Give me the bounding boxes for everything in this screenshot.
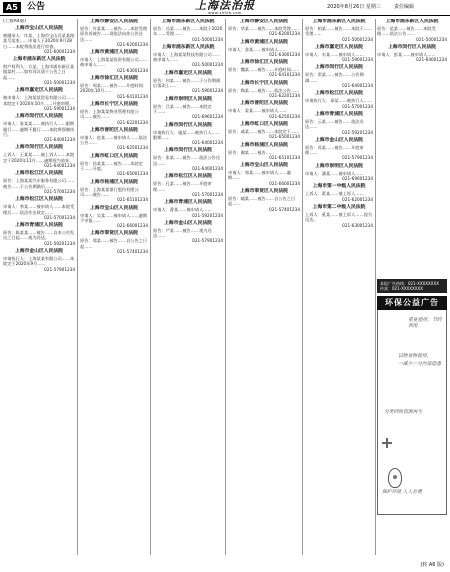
notice-body: 原告：云某……被告……依法送达…… (305, 118, 364, 130)
ad-hotline-box (377, 279, 447, 293)
notice-item (305, 184, 373, 202)
notice-body: 原告：孙某某……被告……本院定于……开庭。 (80, 160, 143, 172)
notice-body: 原告：上海某某汽车服务有限公司……被告……于公告期满后…… (3, 178, 75, 189)
notice-item (153, 97, 223, 120)
notice-body: 申请人：姜某……被申请人…… (228, 108, 287, 114)
column-divider (302, 19, 303, 555)
notice-contact: 021-50001234 (192, 62, 223, 68)
notice-court: 上海市金山区人民法院 (315, 137, 363, 143)
notice-contact: 021-57001234 (342, 103, 373, 109)
notice-body: 上诉人：奚某……被上诉人……视为送达。 (305, 211, 373, 223)
notice-contact: 021-59001234 (44, 105, 75, 111)
notice-contact: 021-62201234 (117, 119, 148, 125)
notice-body: 申请人：邹某……被申请人……逾期…… (228, 170, 291, 181)
notice-item (153, 148, 223, 171)
notice-item (3, 197, 75, 220)
notice-item (3, 145, 75, 168)
notice-court: 上海市金山区人民法院 (164, 220, 212, 226)
psa-line: 以物易物使用， (398, 354, 432, 359)
notice-item (3, 223, 75, 246)
masthead-url: www.shfzb.com (208, 11, 242, 15)
notice-court: 上海市长宁区人民法院 (240, 80, 288, 86)
sidebar-column (377, 19, 447, 555)
notice-body: 申请人：金某……被申请人…… (228, 46, 287, 52)
notice-contact: 021-64101234 (117, 93, 148, 99)
notice-body: 申请执行人：章某……被执行人…… (305, 98, 373, 104)
notice-court: 上海市闵行区人民法院 (164, 148, 212, 154)
notice-court: 上海市黄浦区人民法院 (240, 39, 288, 45)
notice-contact: 021-63001234 (269, 51, 300, 57)
page-note: 责任编辑 (394, 4, 415, 10)
notice-column-2 (80, 19, 148, 555)
notice-item (228, 19, 300, 37)
notice-body: 申请人：上海某某投资有限公司……被申请人…… (80, 57, 148, 68)
notice-court: 上海市松江区人民法院 (164, 174, 212, 180)
notice-court: 上海市浦东新区人民法院 (312, 19, 366, 24)
notice-item (153, 45, 223, 68)
notice-item (305, 45, 373, 63)
notice-contact: 021-62501234 (117, 145, 148, 151)
notice-body: 原告：陶某……被告……依法公告…… (228, 87, 300, 93)
notice-item (80, 231, 148, 254)
issue-date: 2020年8月26日 星期三 (327, 4, 381, 10)
notice-contact: 021-65101234 (269, 154, 300, 160)
notice-contact: 021-64001234 (192, 166, 223, 172)
notice-body: 上诉人：葛某……被上诉人…… (305, 191, 364, 197)
notice-court: 上海市第一中级人民法院 (312, 184, 366, 190)
notice-item (80, 102, 148, 125)
notice-contact: 021-57001234 (44, 214, 75, 220)
notice-contact: 021-62201234 (269, 93, 300, 99)
psa-footer: 保护环境 人人有责 (382, 490, 422, 495)
notice-court: 上海市长宁区人民法院 (90, 101, 138, 107)
notice-court: 上海市闵行区人民法院 (388, 44, 436, 50)
notice-body: 原告：苏某……被告……开庭审理…… (305, 144, 364, 156)
notice-court: 上海市宝山区人民法院 (15, 26, 63, 31)
notice-court: 上海市浦东新区人民法院 (12, 57, 66, 63)
notice-contact: 021-57901234 (342, 155, 373, 161)
continued-label: (转 A6 版) (420, 562, 444, 568)
notice-item (153, 123, 223, 146)
psa-line: 分类回收资源再生 (384, 410, 423, 415)
notice-item (228, 163, 300, 186)
notice-item (80, 206, 148, 229)
notice-contact: 021-64001234 (192, 140, 223, 146)
notice-contact: 021-66001234 (269, 180, 300, 186)
notice-court: 上海市浦东新区人民法院 (161, 19, 215, 24)
notice-body: 原告：张某……被告……依法公告送达…… (153, 155, 221, 166)
notice-column-4 (228, 19, 300, 555)
notice-court: 上海市嘉定区人民法院 (315, 44, 363, 50)
notice-body: 申请执行人：上海某某有限公司……本院定于2020年9月…… (3, 256, 75, 267)
notice-item (228, 40, 300, 58)
notice-contact: 021-64001234 (416, 57, 447, 63)
notice-item (228, 122, 300, 140)
notice-column-3 (153, 19, 223, 555)
notice-body: 申请人：潘某……被申请人…… (305, 170, 364, 176)
notice-item (80, 128, 148, 151)
recycle-cross-icon (382, 438, 392, 448)
notice-body: 原告：何某……被告……于公告期满后第3日…… (153, 77, 221, 89)
psa-line: 一减少一分污染隐患 (398, 362, 442, 367)
notice-item (305, 164, 373, 182)
column-divider (225, 19, 226, 555)
notice-contact: 021-65001234 (269, 134, 300, 140)
notice-body: 原告：许某某……被告……本院受理原告诉被告……现依法向你公告送达…… (80, 26, 148, 42)
notice-contact: 021-50001234 (44, 80, 75, 86)
notice-item (377, 19, 447, 42)
notice-contact: 021-63001234 (342, 222, 373, 228)
notice-court: 上海市徐汇区人民法院 (240, 60, 288, 66)
page-header (0, 0, 450, 16)
notice-contact: 021-66001234 (117, 223, 148, 229)
notice-contact: 021-57901234 (192, 238, 223, 244)
notice-court: 上海市静安区人民法院 (90, 19, 138, 24)
notice-contact: 021-64001234 (44, 137, 75, 143)
notice-item (153, 200, 223, 218)
notice-contact: 021-60001234 (44, 48, 75, 54)
notice-court: 上海市松江区人民法院 (15, 197, 63, 203)
notice-body: 申请人：张某某……被执行人……限期履行……逾期不履行……本院将强制执行。 (3, 121, 75, 137)
notice-contact: 021-57401234 (269, 206, 300, 212)
notice-body: 原告：上海某某物业管理有限公司……被告…… (80, 108, 139, 120)
notice-contact: 021-62001234 (342, 196, 373, 202)
ad-hotline-text: 本报广告热线：021-XXXXXXXX 传真：021-XXXXXXXX (380, 281, 439, 291)
notice-item (305, 205, 373, 228)
notice-body: 原告：吕某……被告……本院定于…… (153, 103, 212, 114)
notice-court: 上海市奉贤区人民法院 (90, 231, 138, 237)
notice-court: 上海市宝山区人民法院 (90, 205, 138, 211)
notice-item (3, 26, 75, 54)
notice-column-1 (3, 19, 75, 555)
notice-item (305, 112, 373, 135)
notice-body: 原告：严某……被告……视为送达…… (153, 227, 212, 239)
notice-contact: 021-65001234 (117, 171, 148, 177)
notice-court: 上海市青浦区人民法院 (15, 223, 63, 229)
notice-item (377, 45, 447, 63)
notice-item (228, 143, 300, 161)
notice-body: 原告：周某……被告……开庭时间：2020年10月…… (80, 83, 148, 94)
sidebar-notices (377, 19, 447, 277)
notice-column-5 (305, 19, 373, 555)
notice-item (228, 101, 300, 119)
psa-line: 重复使用，节约利用 (408, 318, 442, 329)
notice-contact: 021-50001234 (192, 36, 223, 42)
notice-contact: 021-57901234 (44, 266, 75, 272)
notice-court: 上海市闵行区人民法院 (315, 65, 363, 71)
notice-item (305, 65, 373, 88)
notice-item (153, 71, 223, 94)
notice-body: 申请执行人：施某……被执行人……限期…… (153, 129, 221, 140)
notice-item (153, 174, 223, 197)
notice-body: 申请人：吴某……被申请人……逾期不申报…… (80, 212, 148, 223)
notice-item (228, 81, 300, 99)
notice-body: 原告：窦某……被告……公告期满…… (305, 72, 364, 83)
column-divider (77, 19, 78, 555)
notice-court: 上海市崇明区人民法院 (164, 96, 212, 102)
notice-court: 上海市杨浦区人民法院 (90, 179, 138, 185)
continued-from-label: (上接A4版) (3, 19, 26, 24)
notice-item (3, 57, 75, 85)
notice-body: 原告：柏某……被告……本院于……受理…… (305, 26, 373, 37)
notice-contact: 021-59001234 (192, 88, 223, 94)
notice-court: 上海市普陀区人民法院 (240, 101, 288, 107)
notice-court: 上海市松江区人民法院 (315, 91, 363, 97)
notice-item (228, 189, 300, 212)
notice-court: 上海市虹口区人民法院 (240, 121, 288, 127)
notice-court: 上海市浦东新区人民法院 (385, 19, 439, 24)
notice-item (80, 180, 148, 203)
notice-contact: 021-62001234 (117, 41, 148, 47)
notice-court: 上海市闵行区人民法院 (15, 145, 63, 151)
notice-court: 上海市宝山区人民法院 (240, 163, 288, 169)
notice-contact: 021-63001234 (117, 67, 148, 73)
notice-contact: 021-64001234 (44, 163, 75, 169)
notice-contact: 021-50001234 (416, 36, 447, 42)
notice-court: 上海市崇明区人民法院 (315, 163, 363, 169)
notice-contact: 021-69601234 (342, 176, 373, 182)
notice-body: 原告：冯某……被告……本院于2020年……受理…… (153, 26, 223, 37)
notice-item (80, 154, 148, 177)
notice-item (3, 114, 75, 142)
notice-contact: 021-69601234 (192, 114, 223, 120)
column-divider (375, 19, 376, 555)
notice-item (80, 19, 148, 47)
notice-item (80, 76, 148, 99)
notice-body: 原告：孔某……被告……开庭审理…… (153, 181, 212, 192)
notice-item (305, 19, 373, 42)
notice-body: 被继承人：许某，上海市宝山区某某路某号某室……申请人于2020年9月28日……本院将依法进行审查。 (3, 33, 75, 49)
notice-court: 上海市闵行区人民法院 (164, 122, 212, 128)
notice-body: 上诉人：王某某……被上诉人……本院定于2020年11月……逾期视为放弃。 (3, 152, 75, 163)
notice-court: 上海市松江区人民法院 (15, 171, 63, 177)
notice-body: 原告：上海某某银行股份有限公司……被告…… (80, 186, 139, 197)
notice-contact: 021-50001234 (342, 36, 373, 42)
notice-court: 上海市静安区人民法院 (240, 19, 288, 24)
notice-court: 上海市奉贤区人民法院 (240, 189, 288, 195)
psa-title: 环保公益广告 (377, 296, 447, 310)
notice-court: 上海市普陀区人民法院 (90, 127, 138, 133)
notice-court: 上海市徐汇区人民法院 (90, 76, 138, 82)
notice-court: 上海市嘉定区人民法院 (15, 88, 63, 94)
notice-body: 申请人：水某……被申请人…… (305, 51, 364, 57)
page-footer (0, 559, 450, 571)
notice-item (3, 249, 75, 272)
masthead (170, 0, 280, 15)
notice-contact: 021-59201234 (192, 212, 223, 218)
notice-body: 原告：喻某……被告……自公告之日起…… (228, 196, 296, 207)
section-title: 公告 (27, 2, 46, 12)
notice-contact: 021-62001234 (269, 31, 300, 37)
notice-court: 上海市杨浦区人民法院 (240, 142, 288, 148)
notice-item (3, 171, 75, 194)
notice-item (305, 138, 373, 161)
notice-contact: 021-65101234 (117, 197, 148, 203)
notice-contact: 021-64101234 (269, 72, 300, 78)
notice-item (3, 88, 75, 111)
notice-body: 申请人：曹某……被申请人…… (153, 207, 212, 213)
notice-court: 上海市青浦区人民法院 (164, 200, 212, 206)
notice-court: 上海市虹口区人民法院 (90, 153, 138, 159)
notice-contact: 021-59201234 (342, 129, 373, 135)
notice-contact: 021-64001234 (342, 83, 373, 89)
notice-item (80, 50, 148, 73)
notice-body: 原告：郑某……被告……自公告之日起…… (80, 238, 148, 249)
notice-contact: 021-57001234 (192, 191, 223, 197)
notice-item (153, 19, 223, 42)
notice-body: 原告：谢某……被告…… (228, 149, 275, 155)
notice-contact: 021-59201234 (44, 240, 75, 246)
notice-court: 上海市浦东新区人民法院 (161, 44, 215, 50)
notice-contact: 021-57401234 (117, 249, 148, 255)
notice-item (228, 60, 300, 78)
notice-body: 原告：华某……被告……本院受理…… (228, 26, 300, 31)
notice-court: 上海市闵行区人民法院 (15, 114, 63, 120)
notice-court: 上海市金山区人民法院 (15, 249, 63, 255)
notice-body: 申请人：赵某……被申请人……依法公告…… (80, 134, 148, 146)
column-divider (150, 19, 151, 555)
notice-item (153, 221, 223, 244)
notice-contact: 021-57001234 (44, 188, 75, 194)
page-number-badge: A5 (3, 2, 21, 13)
notice-body: 申请人：李某……被申请人……本院受理后……依法作出裁定…… (3, 204, 75, 215)
notice-body: 原告：魏某……被告……开庭时间…… (228, 67, 300, 73)
notice-court: 上海市黄浦区人民法院 (90, 50, 138, 56)
notice-court: 上海市第二中级人民法院 (312, 204, 366, 210)
masthead-title: 上海法治报 (195, 0, 255, 12)
notice-body: 原告：戚某……被告……本院定于…… (228, 128, 300, 134)
psa-illustration (377, 310, 447, 515)
notice-body: 原告：范某……被告……本院受理……依法公告…… (377, 26, 436, 37)
notice-court: 上海市嘉定区人民法院 (164, 70, 212, 76)
notice-body: 原告：陈某某……被告……自本公告发出之日起……视为送达。 (3, 230, 75, 241)
notice-contact: 021-62501234 (269, 113, 300, 119)
notice-court: 上海市青浦区人民法院 (315, 111, 363, 117)
notice-body: 财产权利人：方某，上海市浦东新区某镇某村……如有异议请于公告之日起…… (3, 64, 75, 80)
notice-body: 申请人：彭某……被申请人…… (377, 51, 436, 57)
notice-item (305, 91, 373, 109)
water-drop-icon (388, 468, 402, 488)
notice-body: 被申请人：上海某某贸易有限公司……本院定于2020年10月……开庭审理。 (3, 95, 75, 106)
notice-body: 申请人：上海某某科技有限公司……被申请人…… (153, 51, 221, 63)
notice-contact: 021-59001234 (342, 57, 373, 63)
